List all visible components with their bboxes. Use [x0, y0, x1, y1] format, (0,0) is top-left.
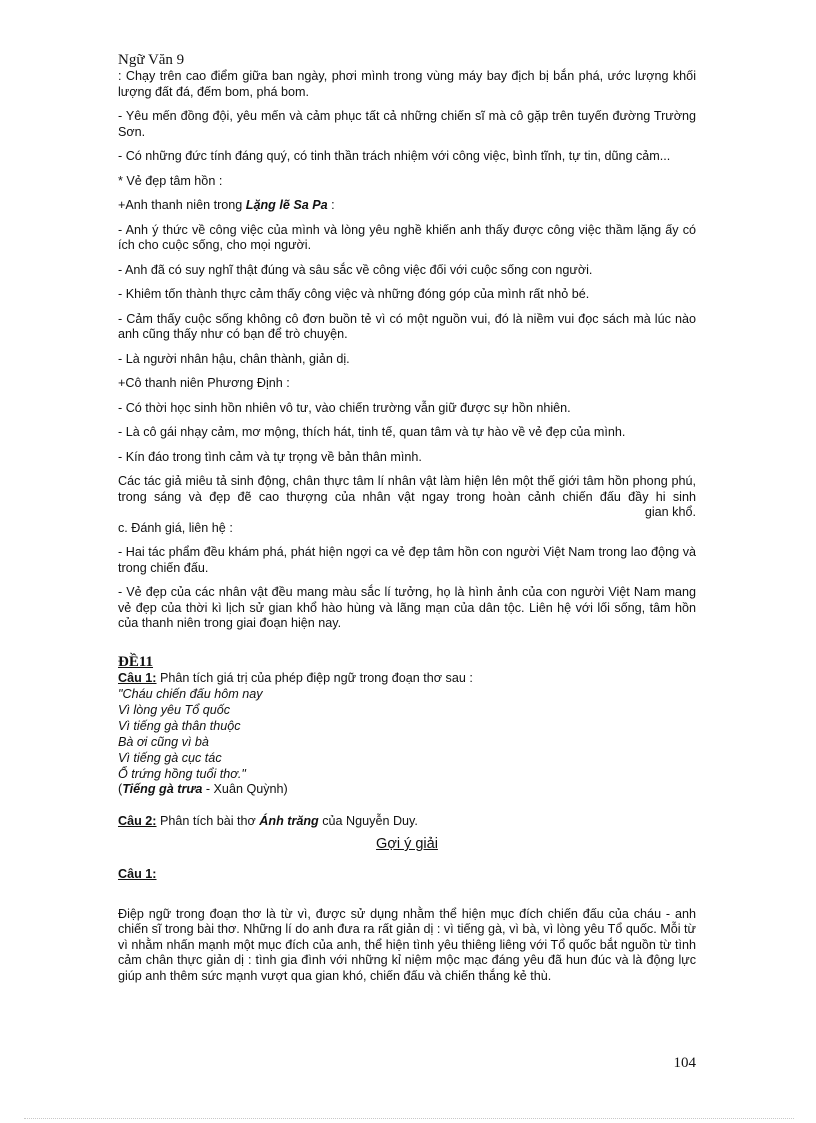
answer-label: Câu 1:: [118, 867, 157, 881]
poem-line: "Cháu chiến đấu hôm nay: [118, 687, 263, 701]
source-author: - Xuân Quỳnh): [202, 782, 288, 796]
paragraph: - Khiêm tốn thành thực cảm thấy công việc và những đóng góp của mình rất nhỏ bé.: [118, 287, 590, 301]
subsection-prefix: +Anh thanh niên trong: [118, 198, 246, 212]
source-title: Tiếng gà trưa: [122, 782, 203, 796]
paragraph: - Yêu mến đồng đội, yêu mến và cảm phục tất cả những chiến sĩ mà cô gặp trên tuyến đường Trường Sơn.: [118, 109, 696, 139]
paragraph: : Chạy trên cao điểm giữa ban ngày, phơi mình trong vùng máy bay địch bị bắn phá, ước lượng khối lượng đất đá, đếm bom, phá bom.: [118, 69, 696, 99]
summary-end: gian khổ.: [644, 505, 696, 519]
question-text: Phân tích giá trị của phép điệp ngữ trong đoạn thơ sau :: [156, 670, 473, 685]
paragraph: - Cảm thấy cuộc sống không cô đơn buồn tẻ vì có một nguồn vui, đó là niềm vui đọc sách mà lúc nào anh cũng thấy như có bạn để trò chuyện.: [118, 311, 696, 341]
hint-heading: Gợi ý giải: [376, 836, 438, 852]
work-title: Lặng lẽ Sa Pa: [245, 198, 328, 212]
document-page: [118, 52, 696, 993]
paragraph: - Kín đáo trong tình cảm và tự trọng về bản thân mình.: [118, 449, 422, 464]
page-header-title: Ngữ Văn 9: [118, 52, 185, 68]
question-2: [118, 814, 696, 830]
subsection-heading: +Cô thanh niên Phương Định :: [118, 376, 290, 390]
question-text: Phân tích bài thơ: [156, 813, 260, 828]
poem-line: Ổ trứng hồng tuổi thơ.": [118, 767, 246, 781]
paragraph: - Có thời học sinh hồn nhiên vô tư, vào chiến trường vẫn giữ được sự hồn nhiên.: [118, 400, 571, 415]
poem-line: Vì tiếng gà cục tác: [118, 751, 222, 765]
paragraph: - Anh ý thức về công việc của mình và lòng yêu nghề khiến anh thấy được công việc thầm lặng ấy có ích cho cuộc sống, cho mọi người.: [118, 222, 696, 252]
poem-title: Ánh trăng: [259, 813, 319, 828]
poem-line: Vì lòng yêu Tổ quốc: [118, 703, 231, 717]
source-open: (: [118, 782, 123, 796]
paragraph: - Anh đã có suy nghĩ thật đúng và sâu sắc về công việc đối với cuộc sống con người.: [118, 262, 593, 277]
section-heading: c. Đánh giá, liên hệ :: [118, 520, 233, 535]
question-label: Câu 2:: [118, 813, 157, 828]
paragraph: - Hai tác phẩm đều khám phá, phát hiện ngợi ca vẻ đẹp tâm hồn con người Việt Nam trong lao động và trong chiến đấu.: [118, 545, 696, 575]
exam-title: ĐỀ11: [118, 653, 154, 670]
subsection-suffix: :: [327, 198, 335, 212]
paragraph: - Là cô gái nhạy cảm, mơ mộng, thích hát, tinh tế, quan tâm và tự hào về vẻ đẹp của mình.: [118, 425, 626, 439]
page-number: 104: [673, 1055, 696, 1071]
summary-paragraph: [118, 474, 696, 521]
question-1: [118, 671, 696, 687]
paragraph: - Là người nhân hậu, chân thành, giản dị.: [118, 351, 350, 366]
poem: [118, 686, 696, 782]
poem-source: [118, 782, 696, 798]
subsection-heading: [118, 198, 696, 214]
answer-paragraph: Điệp ngữ trong đoạn thơ là từ vì, được sử dụng nhằm thể hiện mục đích chiến đấu của cháu - anh chiến sĩ trong bài thơ. Những lí do anh đưa ra rất giản dị : vì tiếng gà, vì bà, vì lòng yêu Tổ quốc. Mỗi từ vì nhằm nhấn mạnh một mục đích của anh, thể hiện tình yêu thiêng liêng với Tổ quốc bắt nguồn từ tình cảm chân thực giản dị : tình gia đình với những kỉ niệm mộc mạc đáng yêu đã hun đúc và là động lực giúp anh thêm sức mạnh vượt qua gian khó, chiến đấu và chiến thắng kẻ thù.: [118, 906, 696, 983]
section-heading: * Vẻ đẹp tâm hồn :: [118, 173, 223, 188]
paragraph: - Có những đức tính đáng quý, có tinh thần trách nhiệm với công việc, bình tĩnh, tự tin, dũng cảm...: [118, 149, 671, 163]
poem-line: Vì tiếng gà thân thuộc: [118, 719, 241, 733]
poem-line: Bà ơi cũng vì bà: [118, 735, 209, 749]
summary-text: Các tác giả miêu tả sinh động, chân thực tâm lí nhân vật làm hiện lên một thế giới tâm hồn phong phú, trong sáng và đẹp đẽ cao thượng của nhân vật ngay trong hoàn cảnh chiến đấu đầy hi sinh: [118, 474, 696, 504]
page-bottom-divider: [24, 1118, 794, 1119]
question-text-end: của Nguyễn Duy.: [318, 813, 418, 828]
question-label: Câu 1:: [118, 670, 157, 685]
paragraph: - Vẻ đẹp của các nhân vật đều mang màu sắc lí tưởng, họ là hình ảnh của con người Việt Nam mang vẻ đẹp của thời kì lịch sử gian khổ hào hùng và lãng mạn của dân tộc. Liên hệ với lối sống, tâm hồn của thanh niên trong giai đoạn hiện nay.: [118, 585, 696, 630]
